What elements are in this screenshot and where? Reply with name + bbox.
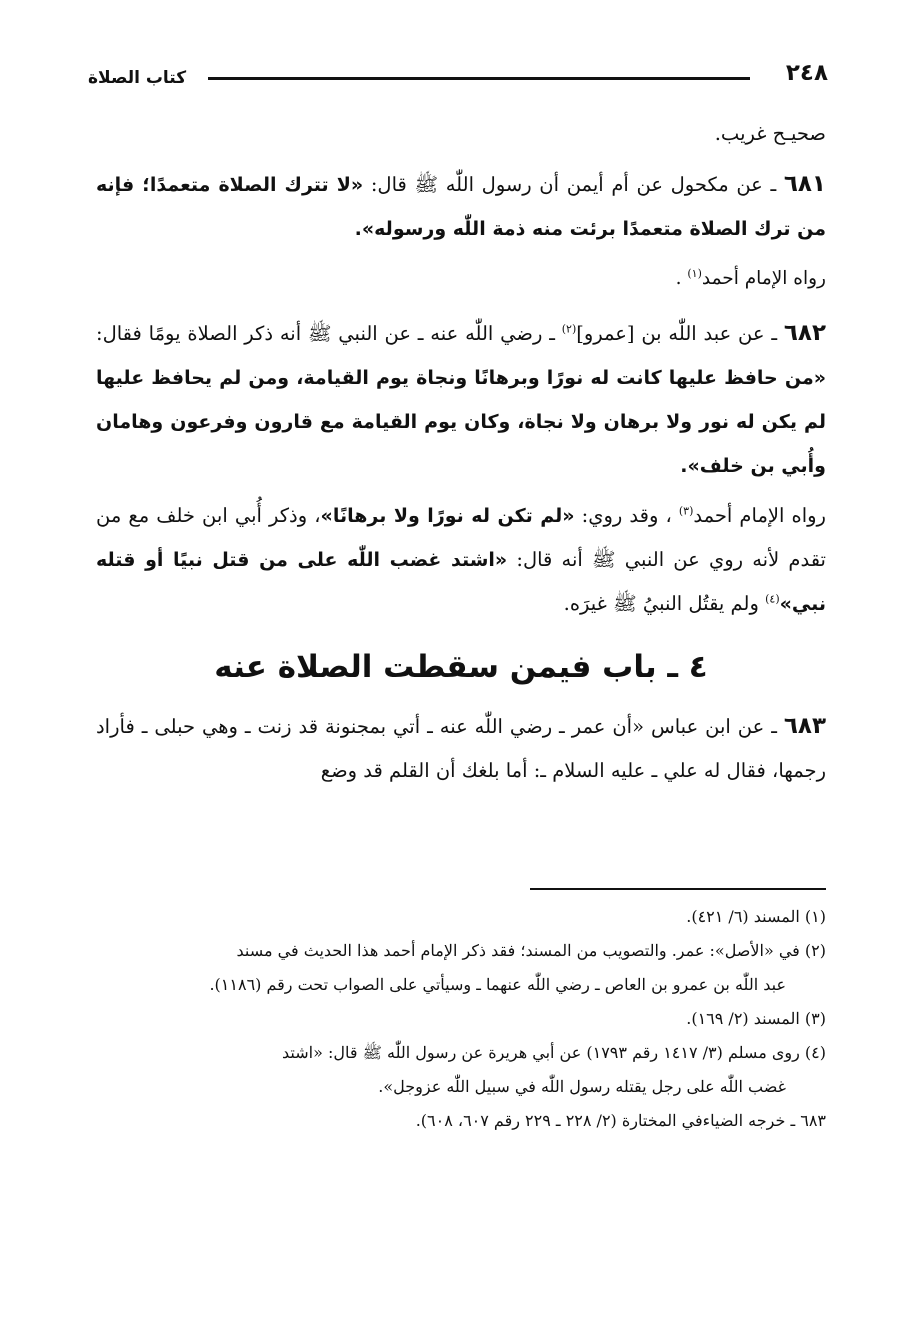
- source-text: رواه الإمام أحمد: [701, 268, 826, 289]
- hadith-683: [96, 704, 826, 793]
- footnote-683: ٦٨٣ ـ خرجه الضياءفي المختارة (٢/ ٢٢٨ ـ ٢٢٩ رقم ٦٠٧، ٦٠٨).: [415, 1111, 826, 1130]
- commentary-text: ولم يقتُل النبيُ ﷺ غيرَه.: [563, 592, 766, 615]
- hadith-682: [96, 311, 826, 488]
- header-rule: [208, 77, 750, 80]
- hadith-number: ٦٨٢: [783, 320, 826, 346]
- footnote-ref[interactable]: (٣): [678, 504, 694, 518]
- hadith-number: ٦٨٣: [783, 713, 826, 739]
- commentary-text: رواه الإمام أحمد: [693, 504, 826, 527]
- footnotes: [96, 900, 826, 1138]
- main-text: [96, 112, 826, 793]
- page-number: ٢٤٨: [785, 60, 828, 86]
- hadith-quote: «لا تترك الصلاة متعمدًا؛ فإنه من ترك الصلاة متعمدًا برئت منه ذمة اللّٰه ورسوله».: [96, 174, 826, 240]
- commentary-quote: «اشتد غضب اللّٰه على من قتل نبيًا أو قتله نبي»: [96, 549, 826, 615]
- hadith-text: ـ عن ابن عباس «أن عمر ـ رضي اللّٰه عنه ـ أتي بمجنونة قد زنت ـ وهي حبلى ـ فأراد رجمها، فقال له علي ـ عليه السلام ـ: أما بلغك أن القلم قد وضع: [96, 715, 826, 782]
- footnote-4-continued: غضب اللّٰه على رجل يقتله رسول اللّٰه في سبيل اللّٰه عزوجل».: [378, 1077, 786, 1096]
- running-title: كتاب الصلاة: [88, 68, 187, 88]
- footnote-3: (٣) المسند (٢/ ١٦٩).: [686, 1009, 826, 1028]
- hadith-number: ٦٨١: [783, 171, 826, 197]
- hadith-text: ـ عن مكحول عن أم أيمن أن رسول اللّٰه ﷺ قال:: [363, 173, 784, 196]
- hadith-681-source: [96, 257, 826, 301]
- hadith-quote: «من حافظ عليها كانت له نورًا وبرهانًا ونجاة يوم القيامة، ومن لم يحافظ عليها لم يكن له نور ولا برهان ولا نجاة، وكان يوم القيامة مع قارون وفرعون وهامان وأُبي بن خلف».: [96, 367, 826, 477]
- footnote-ref[interactable]: (٢): [561, 322, 577, 336]
- footnote-rule: [530, 888, 826, 890]
- hadith-text: ـ رضي اللّٰه عنه ـ عن النبي ﷺ أنه ذكر الصلاة يومًا فقال:: [96, 322, 562, 345]
- hadith-682-commentary: [96, 494, 826, 626]
- intro-text: صحيـح غريب.: [714, 122, 826, 145]
- hadith-681: [96, 162, 826, 251]
- commentary-text: ، وذكر أُبي ابن خلف مع من تقدم لأنه روي عن النبي ﷺ أنه قال:: [96, 504, 826, 571]
- footnote-ref[interactable]: (١): [687, 266, 702, 280]
- page-header: [88, 58, 828, 98]
- footnote-2-continued: عبد اللّٰه بن عمرو بن العاص ـ رضي اللّٰه عنهما ـ وسيأتي على الصواب تحت رقم (١١٨٦).: [209, 975, 786, 994]
- footnote-ref[interactable]: (٤): [765, 592, 780, 606]
- footnote-1: (١) المسند (٦/ ٤٢١).: [686, 907, 826, 926]
- source-end: .: [675, 268, 688, 289]
- section-heading: ٤ ـ باب فيمن سقطت الصلاة عنه: [214, 649, 708, 685]
- intro-line: [96, 112, 826, 156]
- commentary-quote: «لم تكن له نورًا ولا برهانًا»: [320, 505, 575, 527]
- commentary-text: ، وقد روي:: [574, 504, 679, 527]
- footnote-2: (٢) في «الأصل»: عمر. والتصويب من المسند؛ فقد ذكر الإمام أحمد هذا الحديث في مسند: [236, 941, 826, 960]
- hadith-text: ـ عن عبد اللّٰه بن [عمرو]: [576, 322, 784, 345]
- footnote-4: (٤) روى مسلم (٣/ ١٤١٧ رقم ١٧٩٣) عن أبي هريرة عن رسول اللّٰه ﷺ قال: «اشتد: [282, 1043, 826, 1062]
